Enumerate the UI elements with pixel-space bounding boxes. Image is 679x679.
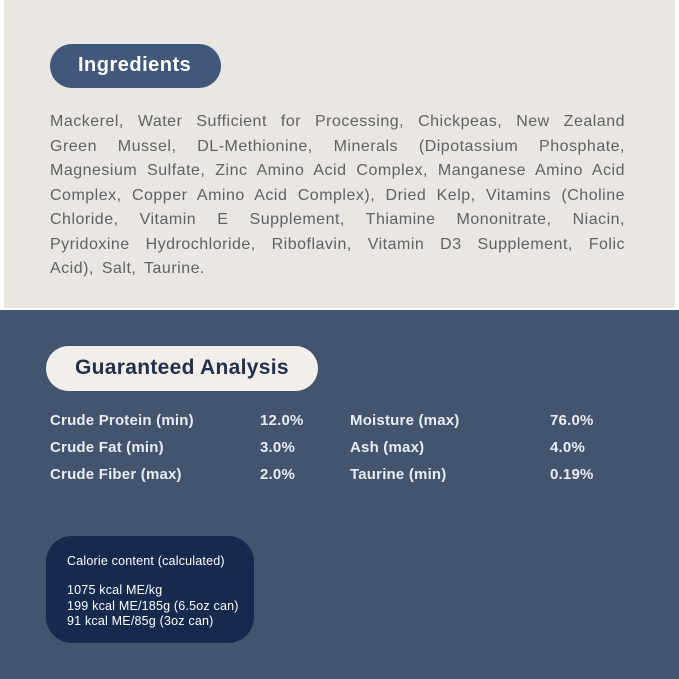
calorie-title: Calorie content (calculated) xyxy=(67,554,225,568)
calorie-lines xyxy=(67,583,244,630)
calorie-line: 199 kcal ME/185g (6.5oz can) xyxy=(67,598,239,613)
analysis-value: 12.0% xyxy=(260,412,304,429)
analysis-table xyxy=(50,412,679,483)
analysis-label: Moisture (max) xyxy=(350,412,460,429)
analysis-label: Crude Protein (min) xyxy=(50,412,194,429)
analysis-value: 2.0% xyxy=(260,466,295,483)
analysis-value: 4.0% xyxy=(550,439,585,456)
calorie-line: 91 kcal ME/85g (3oz can) xyxy=(67,614,214,628)
analysis-label: Crude Fiber (max) xyxy=(50,466,182,483)
analysis-label: Crude Fat (min) xyxy=(50,439,164,456)
ingredients-section xyxy=(4,0,675,308)
analysis-value: 0.19% xyxy=(550,466,594,483)
guaranteed-analysis-title-pill: Guaranteed Analysis xyxy=(46,346,318,391)
ingredients-title-pill: Ingredients xyxy=(50,44,221,88)
analysis-value: 3.0% xyxy=(260,439,295,456)
ingredients-text: Mackerel, Water Sufficient for Processing, Chickpeas, New Zealand Green Mussel, DL-Methionine, Minerals (Dipotassium Phosphate, Magnesium Sulfate, Zinc Amino Acid Complex, Manganese Amino Acid Complex, Copper Amino Acid Complex), Dried Kelp, Vitamins (Choline Chloride, Vitamin E Supplement, Thiamine Mononitrate, Niacin, Pyridoxine Hydrochloride, Riboflavin, Vitamin D3 Supplement, Folic Acid), Salt, Taurine. xyxy=(50,113,625,277)
calorie-box xyxy=(46,536,254,643)
guaranteed-analysis-section xyxy=(0,310,679,679)
calorie-line: 1075 kcal ME/kg xyxy=(67,583,163,597)
analysis-label: Taurine (min) xyxy=(350,466,447,483)
analysis-label: Ash (max) xyxy=(350,439,425,456)
analysis-value: 76.0% xyxy=(550,412,594,429)
